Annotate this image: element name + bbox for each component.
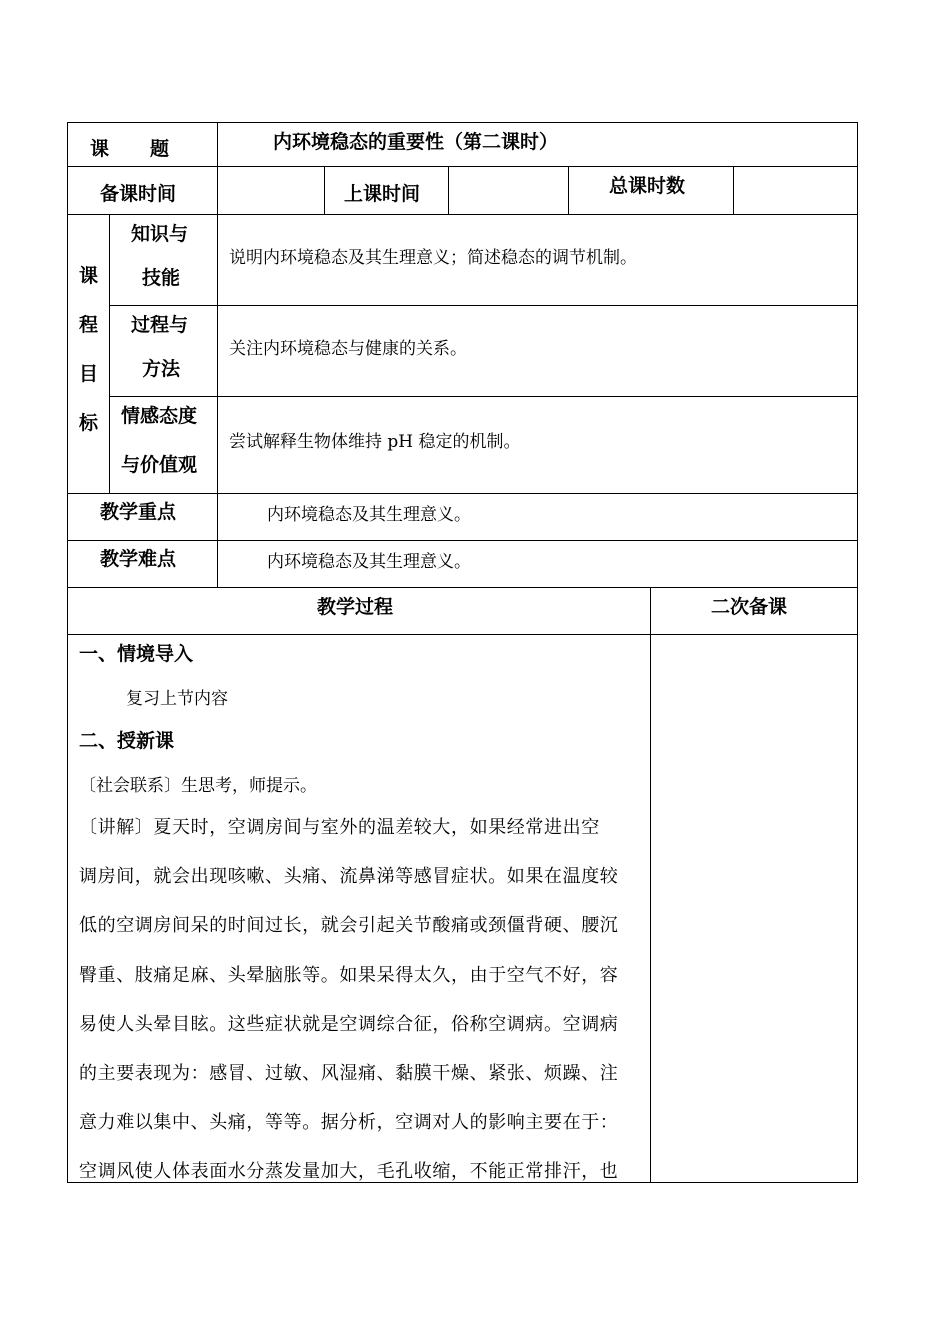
- column-divider: [568, 166, 569, 214]
- objective-process-label-line2: 方法: [142, 358, 181, 380]
- lecture-line: 〔讲解〕夏天时，空调房间与室外的温差较大，如果经常进出空: [79, 817, 600, 838]
- total-hours-label: 总课时数: [609, 175, 686, 197]
- section-title-new-lesson: 二、授新课: [79, 730, 175, 752]
- objectives-group-label-2: 程: [79, 314, 99, 336]
- row-divider: [67, 540, 858, 541]
- column-divider: [217, 122, 218, 587]
- key-point-content: 内环境稳态及其生理意义。: [267, 505, 471, 525]
- section-intro-text: 复习上节内容: [126, 689, 228, 709]
- objective-attitude-label-line1: 情感态度: [121, 405, 198, 427]
- objective-attitude-label-line2: 与价值观: [121, 454, 198, 476]
- objective-attitude-content: 尝试解释生物体维持 pH 稳定的机制。: [229, 432, 521, 452]
- social-connection-paragraph: 〔社会联系〕生思考，师提示。: [79, 776, 317, 796]
- lecture-line: 的主要表现为：感冒、过敏、风湿痛、黏膜干燥、紧张、烦躁、注: [79, 1063, 619, 1084]
- secondary-prep-header: 二次备课: [711, 596, 788, 618]
- row-divider: [109, 396, 858, 397]
- objective-process-content: 关注内环境稳态与健康的关系。: [229, 339, 467, 359]
- objective-knowledge-label-line1: 知识与: [131, 223, 189, 245]
- process-header: 教学过程: [317, 596, 394, 618]
- topic-value: 内环境稳态的重要性（第二课时）: [273, 131, 559, 153]
- section-title-intro: 一、情境导入: [79, 643, 194, 665]
- column-divider: [650, 587, 651, 1183]
- topic-label: 课 题: [90, 138, 171, 160]
- column-divider: [448, 166, 449, 214]
- row-divider: [67, 166, 858, 167]
- lecture-line: 易使人头晕目眩。这些症状就是空调综合征，俗称空调病。空调病: [79, 1014, 619, 1035]
- prep-time-label: 备课时间: [100, 183, 177, 205]
- lecture-line: 意力难以集中、头痛，等等。据分析，空调对人的影响主要在于：: [79, 1112, 619, 1133]
- row-divider: [109, 305, 858, 306]
- objective-knowledge-label-line2: 技能: [142, 267, 181, 289]
- row-divider: [67, 634, 858, 635]
- lecture-line: 低的空调房间呆的时间过长，就会引起关节酸痛或颈僵背硬、腰沉: [79, 915, 619, 936]
- objectives-group-label-3: 目: [79, 363, 99, 385]
- objectives-group-label-4: 标: [79, 412, 99, 434]
- difficulty-label: 教学难点: [100, 548, 177, 570]
- column-divider: [733, 166, 734, 214]
- row-divider: [67, 214, 858, 215]
- objective-knowledge-content: 说明内环境稳态及其生理意义；简述稳态的调节机制。: [229, 248, 637, 268]
- key-point-label: 教学重点: [100, 501, 177, 523]
- objective-process-label-line1: 过程与: [131, 314, 189, 336]
- difficulty-content: 内环境稳态及其生理意义。: [267, 552, 471, 572]
- class-time-label: 上课时间: [344, 183, 421, 205]
- lecture-line: 空调风使人体表面水分蒸发量加大，毛孔收缩，不能正常排汗，也: [79, 1161, 619, 1182]
- column-divider: [109, 214, 110, 493]
- lecture-line: 调房间，就会出现咳嗽、头痛、流鼻涕等感冒症状。如果在温度较: [79, 866, 619, 887]
- objectives-group-label-1: 课: [79, 265, 99, 287]
- lecture-line: 臀重、肢痛足麻、头晕脑胀等。如果呆得太久，由于空气不好，容: [79, 965, 619, 986]
- row-divider: [67, 587, 858, 588]
- column-divider: [324, 166, 325, 214]
- row-divider: [67, 493, 858, 494]
